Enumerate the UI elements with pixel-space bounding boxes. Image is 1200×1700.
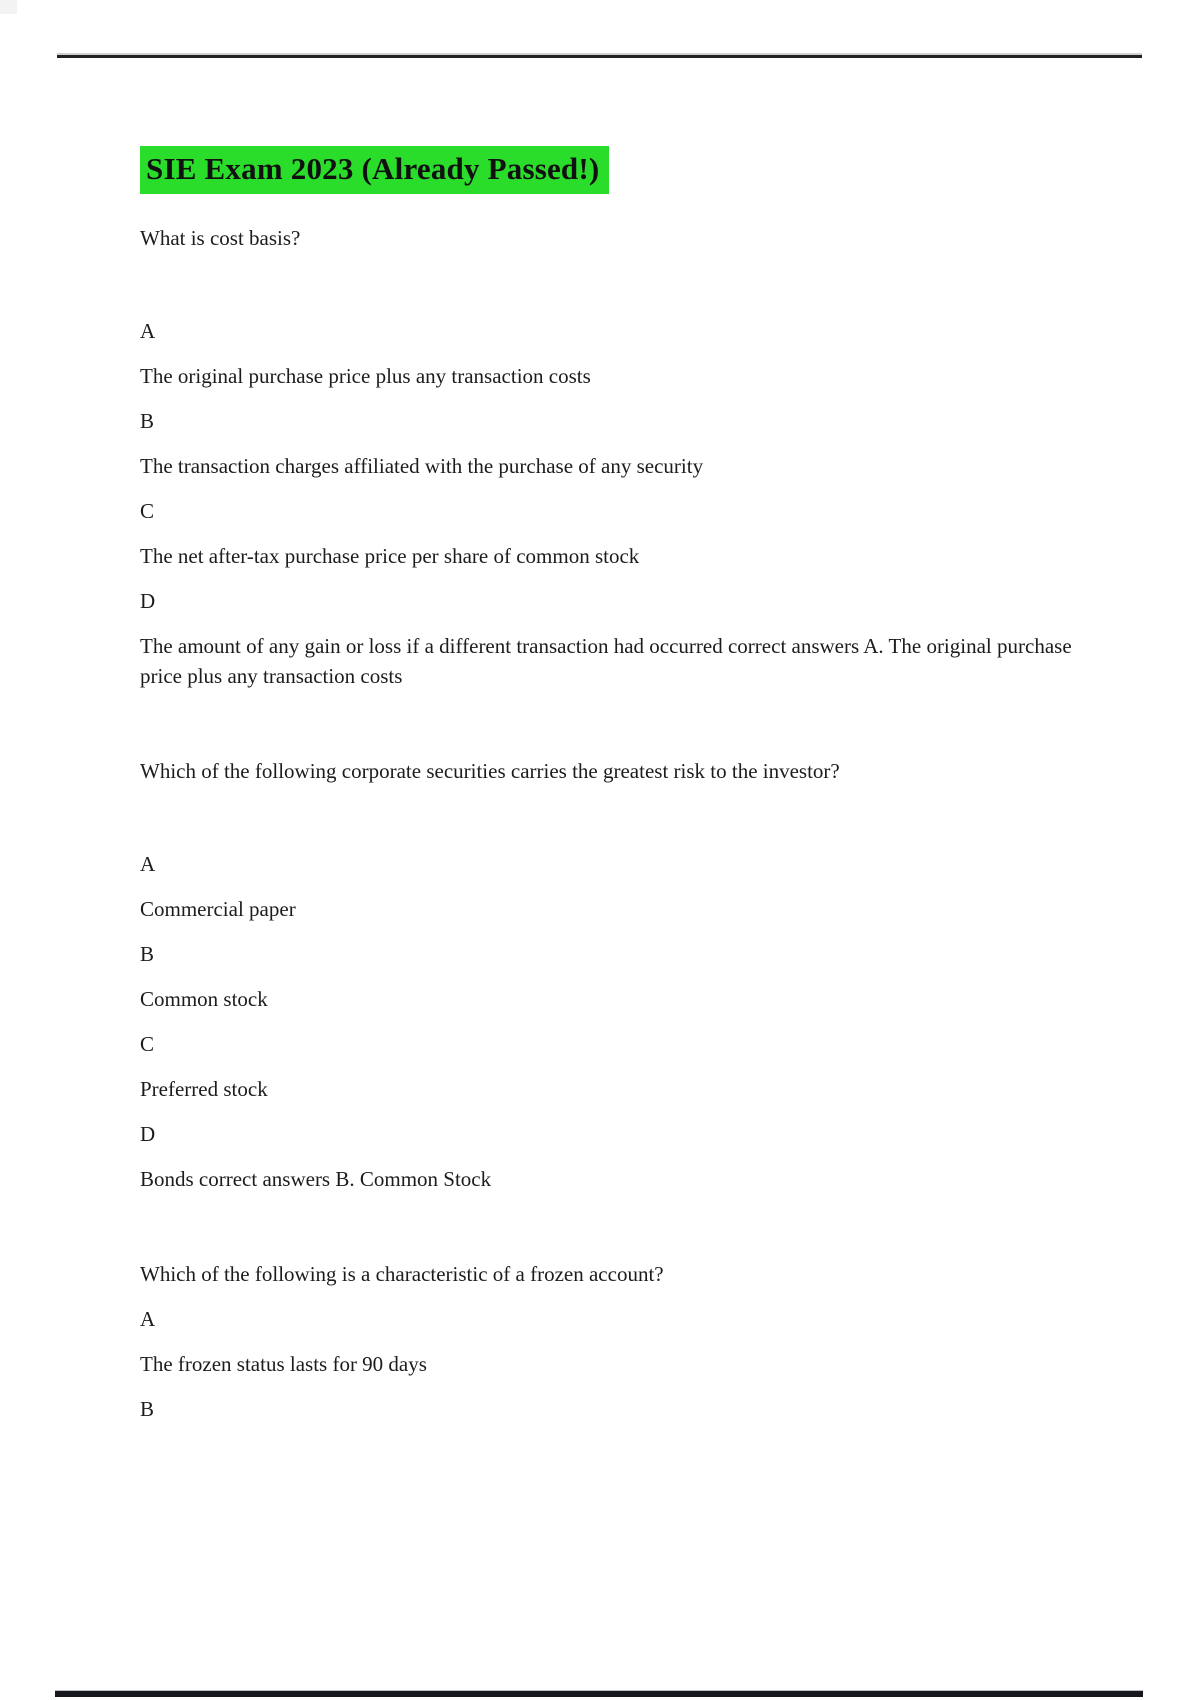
title-block [140, 146, 1075, 194]
option-text: Commercial paper [140, 897, 296, 921]
option-label: A [140, 852, 156, 876]
option-label: A [140, 1307, 156, 1331]
option-label: B [140, 1397, 155, 1421]
option-label: A [140, 319, 156, 343]
option-label: B [140, 409, 155, 433]
top-rule-divider [57, 55, 1142, 58]
bottom-rule-divider [55, 1691, 1143, 1697]
option-text: Common stock [140, 987, 268, 1011]
question-text: Which of the following corporate securities carries the greatest risk to the investor? [140, 759, 840, 783]
option-text-with-answer: Bonds correct answers B. Common Stock [140, 1167, 492, 1191]
option-label: D [140, 589, 156, 613]
question-text: What is cost basis? [140, 226, 301, 250]
option-text: The frozen status lasts for 90 days [140, 1352, 427, 1376]
option-text: The original purchase price plus any transaction costs [140, 364, 591, 388]
page-title: SIE Exam 2023 (Already Passed!) [140, 146, 609, 194]
question-text: Which of the following is a characteristic of a frozen account? [140, 1262, 664, 1286]
option-label: B [140, 942, 155, 966]
document-content [140, 146, 1075, 1439]
option-label: C [140, 1032, 155, 1056]
option-label: C [140, 499, 155, 523]
option-text: The net after-tax purchase price per share of common stock [140, 544, 640, 568]
option-text-with-answer: The amount of any gain or loss if a different transaction had occurred correct answers A. The original purchase price plus any transaction costs [140, 634, 1072, 688]
option-label: D [140, 1122, 156, 1146]
scan-artifact [0, 0, 17, 14]
option-text: The transaction charges affiliated with the purchase of any security [140, 454, 704, 478]
option-text: Preferred stock [140, 1077, 268, 1101]
